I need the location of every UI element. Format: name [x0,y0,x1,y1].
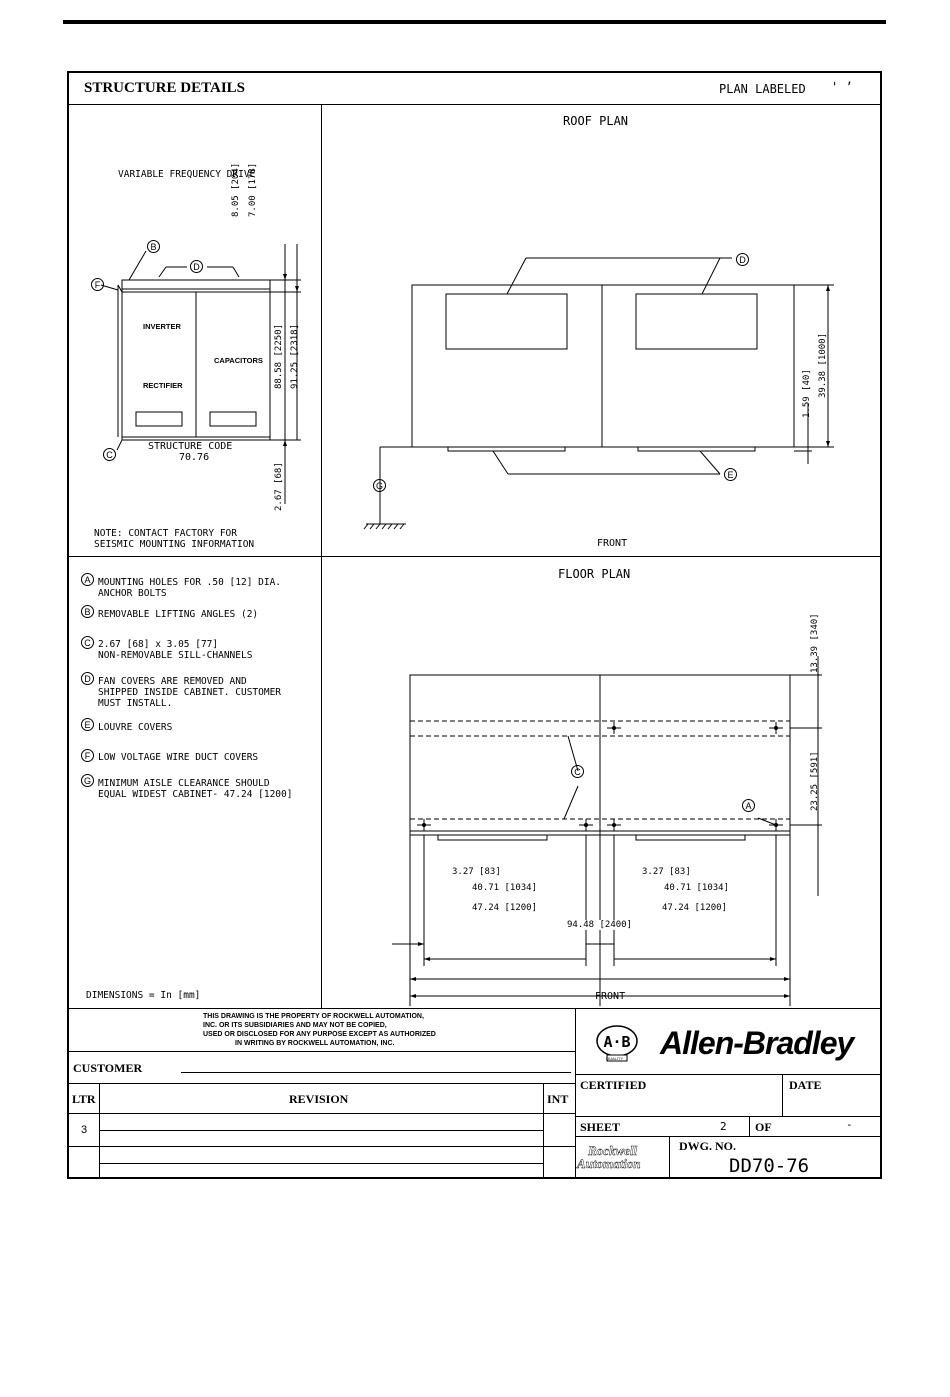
structure-code-label: STRUCTURE CODE [148,441,233,452]
top-rule [63,20,886,24]
floor-dim-23-25: 23.25 [591] [810,751,820,811]
floor-dim-3-27-right: 3.27 [83] [642,867,691,877]
legend-b-marker: B [81,605,94,618]
tb-line-3 [69,1113,575,1114]
ab-quality: QUALITY [606,1056,624,1061]
date-col [782,1074,783,1116]
note-line-2: SEISMIC MOUNTING INFORMATION [94,539,255,550]
roof-dim-1-59: 1.59 [40] [802,369,812,418]
capacitors-label: CAPACITORS [214,356,263,365]
floor-dim-3-27-left: 3.27 [83] [452,867,501,877]
legend-c-line1: 2.67 [68] x 3.05 [77] [98,639,219,650]
certified-label: CERTIFIED [580,1078,647,1092]
legend-e-marker: E [81,718,94,731]
legend-f-line1: LOW VOLTAGE WIRE DUCT COVERS [98,752,259,763]
property-line-2: INC. OR ITS SUBSIDIARIES AND MAY NOT BE COPIED, [203,1022,387,1029]
dwg-no-label: DWG. NO. [679,1139,736,1153]
floor-dim-94-48: 94.48 [2400] [567,920,633,930]
tb-right-line-2 [575,1116,880,1117]
callout-g-roof: G [373,479,386,492]
callout-a-floor: A [742,799,755,812]
legend-c-marker: C [81,636,94,649]
rev-row-line-2 [99,1163,543,1164]
legend-d-line1: FAN COVERS ARE REMOVED AND [98,676,247,687]
property-line-3: USED OR DISCLOSED FOR ANY PURPOSE EXCEPT AS AUTHORIZED [203,1031,436,1038]
dim-7-00: 7.00 [178] [248,162,258,217]
floor-dim-47-24-right: 47.24 [1200] [662,903,728,913]
rectifier-label: RECTIFIER [143,381,183,390]
property-line-4: IN WRITING BY ROCKWELL AUTOMATION, INC. [235,1040,395,1047]
floor-front: FRONT [595,991,626,1002]
rev-row-line [99,1130,543,1131]
legend-d-marker: D [81,672,94,685]
int-label: INT [547,1092,569,1106]
roof-plan-title: ROOF PLAN [563,114,629,128]
customer-label: CUSTOMER [73,1061,143,1075]
floor-dim-47-24-left: 47.24 [1200] [472,903,538,913]
ltr-label: LTR [72,1092,96,1106]
roof-plan-drawing [322,104,880,556]
rockwell-logo-1: Rockwell [588,1143,638,1158]
legend-g-line2: EQUAL WIDEST CABINET- 47.24 [1200] [98,789,293,800]
floor-plan-title: FLOOR PLAN [558,567,631,581]
dimensions-note: DIMENSIONS = In [mm] [86,990,201,1001]
legend-e-line1: LOUVRE COVERS [98,722,173,733]
legend-a-line1: MOUNTING HOLES FOR .50 [12] DIA. [98,577,282,588]
floor-plan-drawing [322,556,880,1008]
roof-dim-39-38: 39.38 [1000] [818,332,828,398]
revision-ltr-value: 3 [81,1124,88,1136]
legend-f-marker: F [81,749,94,762]
inverter-label: INVERTER [143,322,181,331]
sheet-title: STRUCTURE DETAILS [84,80,246,96]
property-line-1: THIS DRAWING IS THE PROPERTY OF ROCKWELL AUTOMATION, [203,1013,424,1020]
drawing-frame [67,71,882,1179]
dim-88-58: 88.58 [2250] [274,323,284,389]
dim-91-25: 91.25 [2318] [290,323,300,389]
legend-a-line2: ANCHOR BOLTS [98,588,167,599]
legend-b-line1: REMOVABLE LIFTING ANGLES (2) [98,609,259,620]
plan-label-marks: ' ’ [831,80,853,94]
customer-line [181,1072,571,1073]
structure-code: 70.76 [179,452,210,463]
rockwell-logo-2: Automation [577,1156,641,1171]
callout-e-roof: E [724,468,737,481]
legend-g-marker: G [81,774,94,787]
svg-text:A·B: A·B [603,1033,631,1051]
of-value: - [846,1118,853,1131]
vfd-title: VARIABLE FREQUENCY DRIVE [118,169,256,180]
tb-right-line-1 [575,1074,880,1075]
dim-8-05: 8.05 [204] [231,162,241,217]
sheet-label: SHEET [580,1120,621,1134]
callout-b: B [147,240,160,253]
legend-d-line2: SHIPPED INSIDE CABINET. CUSTOMER [98,687,282,698]
sheet-number: 2 [720,1120,727,1133]
tb-line-1 [69,1051,575,1052]
roof-front: FRONT [597,538,628,549]
dim-2-67: 2.67 [68] [274,462,284,511]
callout-d-roof: D [736,253,749,266]
of-label: OF [755,1120,772,1134]
int-col [543,1083,544,1179]
floor-dim-40-71-right: 40.71 [1034] [664,883,730,893]
callout-f: F [91,278,104,291]
date-label: DATE [789,1078,822,1092]
dwg-col [669,1136,670,1179]
note-line-1: NOTE: CONTACT FACTORY FOR [94,528,237,539]
tb-right-line-3 [575,1136,880,1137]
callout-d-elev: D [190,260,203,273]
legend-d-line3: MUST INSTALL. [98,698,173,709]
tb-line-4 [69,1146,575,1147]
of-col [749,1116,750,1136]
title-block-divider [69,1008,880,1009]
plan-label: PLAN LABELED [719,82,806,96]
callout-c-floor: C [571,765,584,778]
legend-c-line2: NON-REMOVABLE SILL-CHANNELS [98,650,253,661]
tb-divider-main [575,1008,576,1179]
floor-dim-13-39: 13.39 [340] [810,613,820,673]
tb-line-2 [69,1083,575,1084]
revision-label: REVISION [289,1092,349,1106]
legend-a-marker: A [81,573,94,586]
callout-c-elev: C [103,448,116,461]
floor-dim-40-71-left: 40.71 [1034] [472,883,538,893]
legend-g-line1: MINIMUM AISLE CLEARANCE SHOULD [98,778,270,789]
allen-bradley-brand: Allen-Bradley [660,1025,854,1061]
ltr-col [99,1083,100,1179]
dwg-no-value: DD70-76 [729,1155,810,1177]
